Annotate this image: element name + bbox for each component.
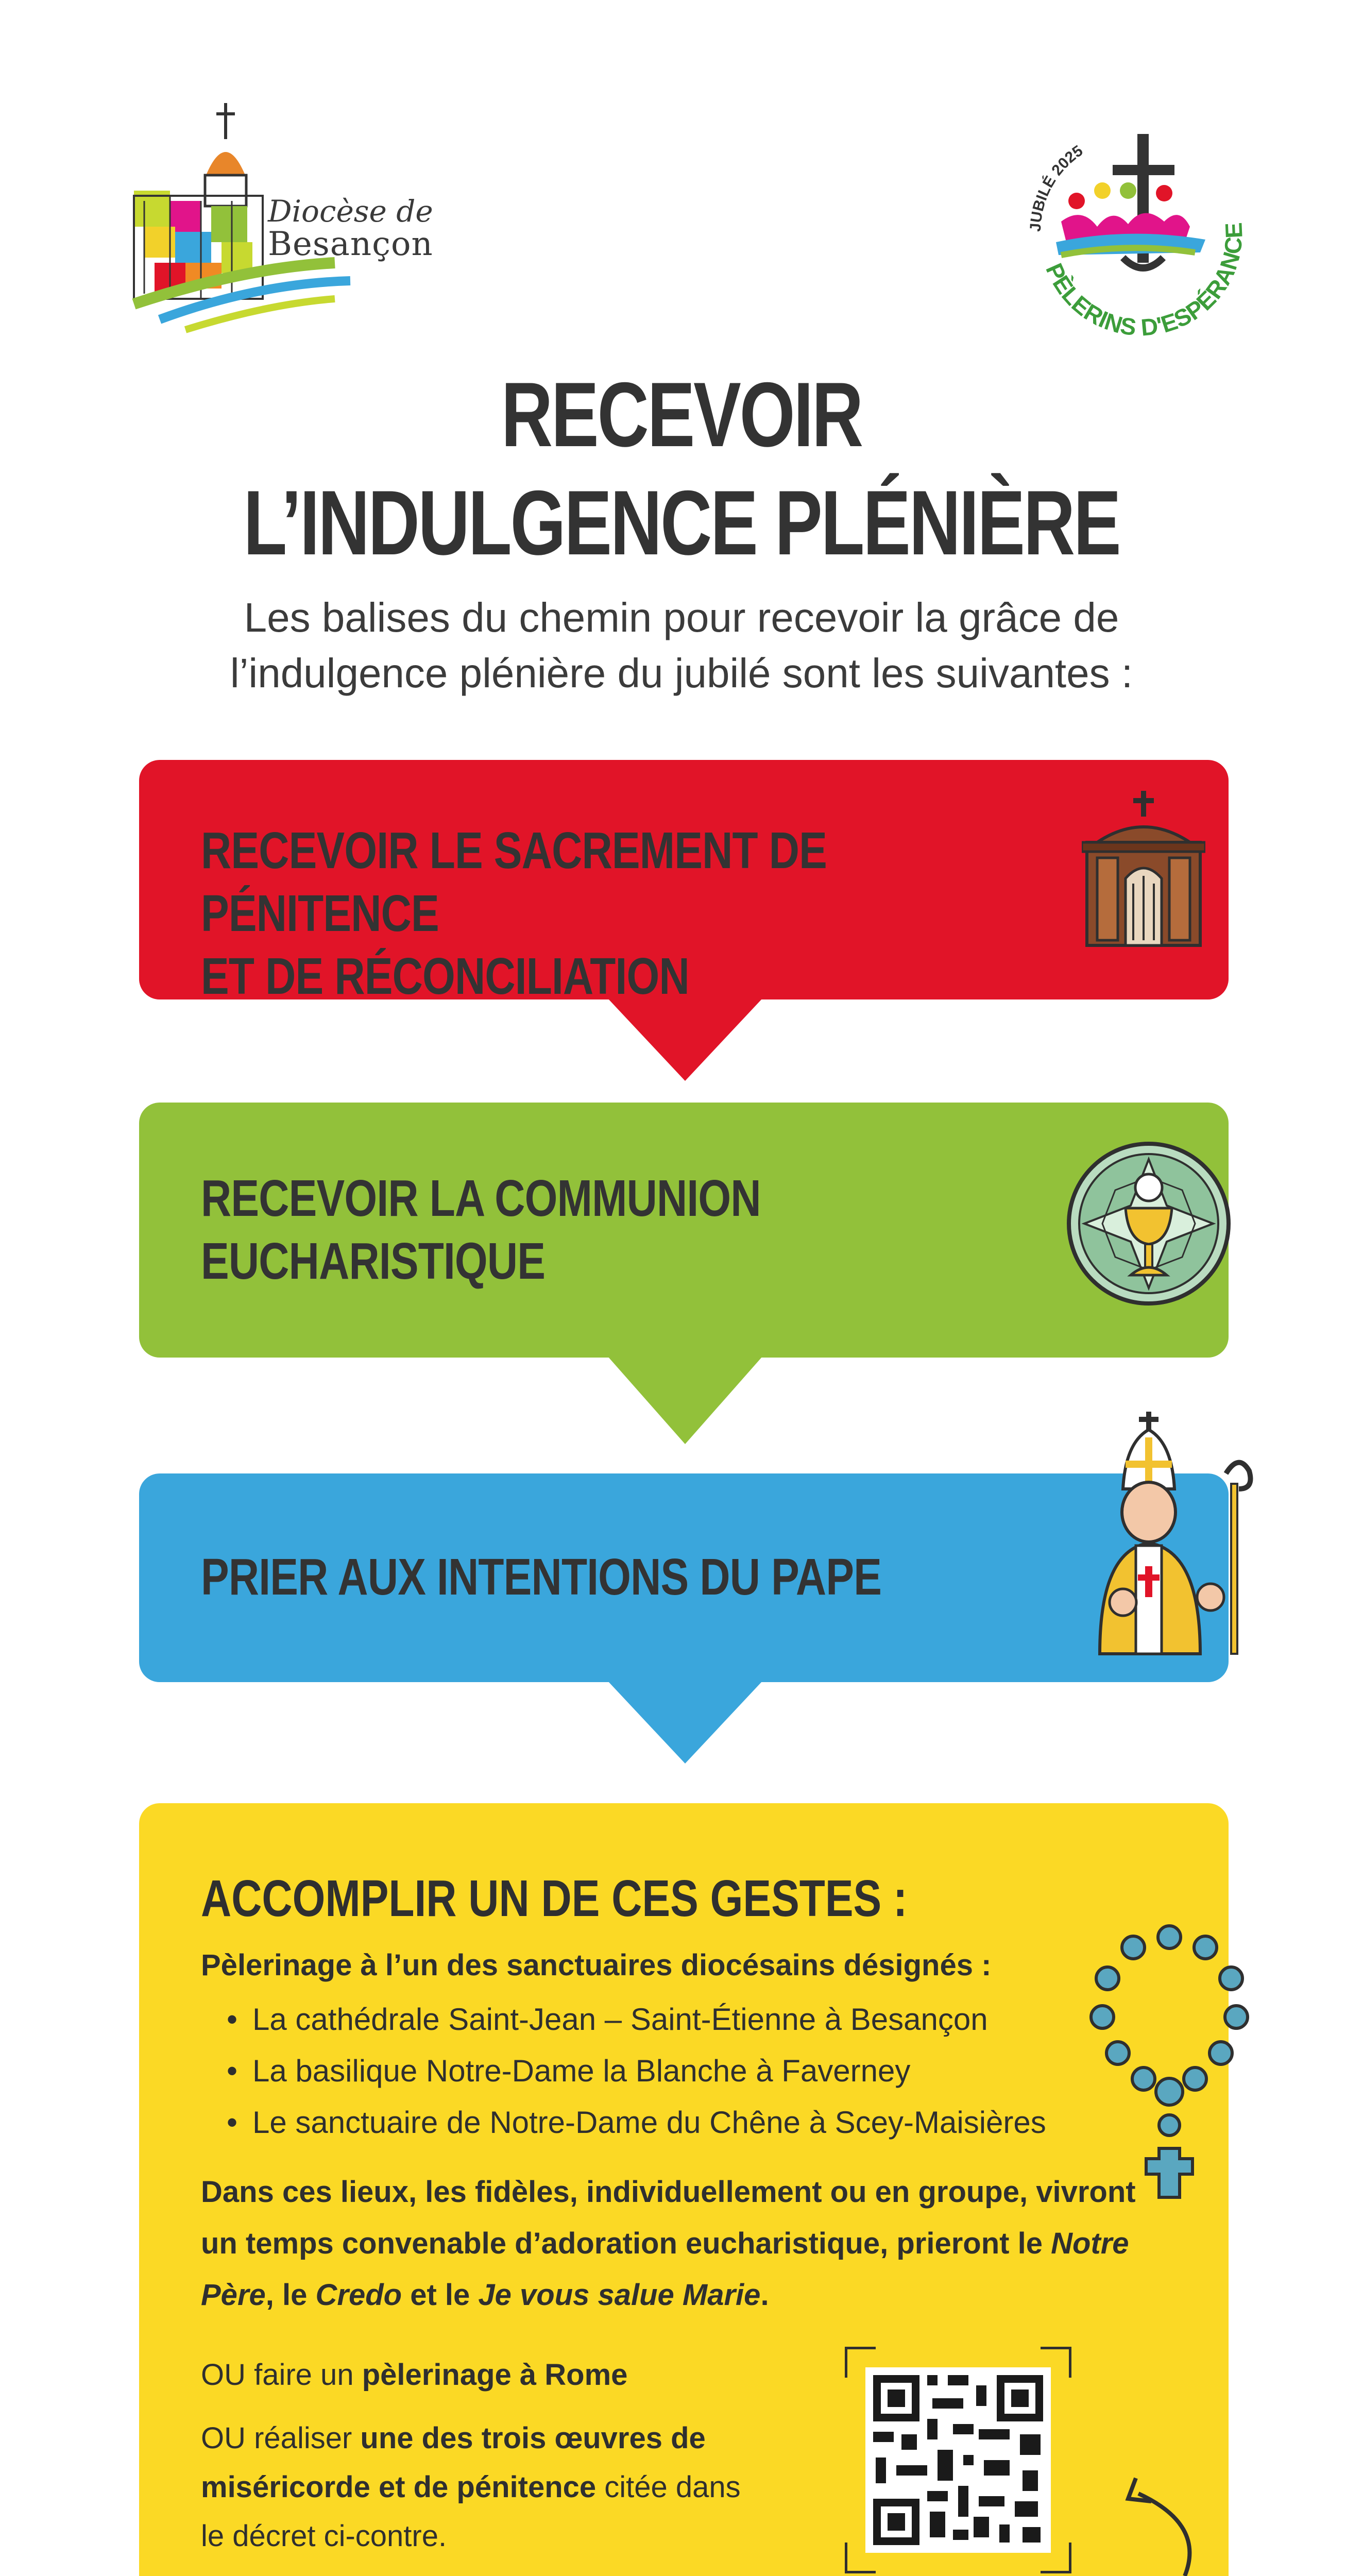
svg-text:JUBILÉ 2025: JUBILÉ 2025 bbox=[1027, 142, 1086, 232]
step-pray-box bbox=[139, 1473, 1229, 1682]
pope-icon bbox=[1084, 1412, 1259, 1659]
list-item: • La cathédrale Saint-Jean – Saint-Étienne à Besançon bbox=[227, 1994, 1046, 2045]
chalice-icon bbox=[1064, 1139, 1234, 1309]
mercy-works-text: OU réaliser une des trois œuvres de miséricorde et de pénitence citée dans le décret ci-contre. bbox=[201, 2421, 741, 2553]
step-arrow bbox=[608, 1357, 762, 1444]
qr-code[interactable] bbox=[845, 2347, 1071, 2573]
curved-arrow-icon bbox=[1108, 2463, 1211, 2576]
intro-text: Les balises du chemin pour recevoir la grâce de l’indulgence plénière du jubilé sont les suivantes : bbox=[230, 595, 1133, 696]
sanctuaries-heading: Pèlerinage à l’un des sanctuaires diocésains désignés : bbox=[201, 1948, 992, 1982]
step-communion-label: RECEVOIR LA COMMUNION EUCHARISTIQUE bbox=[201, 1170, 761, 1290]
confessional-icon bbox=[1082, 791, 1205, 956]
jubilee-2025-logo bbox=[1010, 113, 1257, 355]
svg-text:PÈLERINS D'ESPÉRANCE: PÈLERINS D'ESPÉRANCE bbox=[1041, 222, 1248, 341]
step-communion-box bbox=[139, 1103, 1229, 1358]
sanctuaries-list bbox=[227, 1994, 1046, 2148]
list-item: • Le sanctuaire de Notre-Dame du Chêne à Scey-Maisières bbox=[227, 2097, 1046, 2148]
list-item: • La basilique Notre-Dame la Blanche à Faverney bbox=[227, 2045, 1046, 2097]
page-title: RECEVOIR L’INDULGENCE PLÉNIÈRE bbox=[243, 363, 1120, 574]
gestures-heading: ACCOMPLIR UN DE CES GESTES : bbox=[201, 1870, 908, 1927]
step-arrow bbox=[608, 1681, 762, 1764]
step-penance-box bbox=[139, 760, 1229, 1005]
rosary-icon bbox=[1082, 1917, 1257, 2205]
step-arrow bbox=[608, 998, 762, 1081]
step-pray-label: PRIER AUX INTENTIONS DU PAPE bbox=[201, 1548, 882, 1606]
diocese-logo-text: Diocèse de Besançon bbox=[268, 194, 433, 263]
adoration-paragraph: Dans ces lieux, les fidèles, individuellement ou en groupe, vivront un temps convenable d’adoration eucharistique, prieront le Notre Père, le Credo et le Je vous salue Marie. bbox=[201, 2175, 1136, 2312]
step-penance-label: RECEVOIR LE SACREMENT DE PÉNITENCE ET DE RÉCONCILIATION bbox=[201, 822, 827, 1005]
gestures-box bbox=[139, 1803, 1229, 2576]
rome-pilgrimage-text: OU faire un pèlerinage à Rome bbox=[201, 2358, 628, 2392]
